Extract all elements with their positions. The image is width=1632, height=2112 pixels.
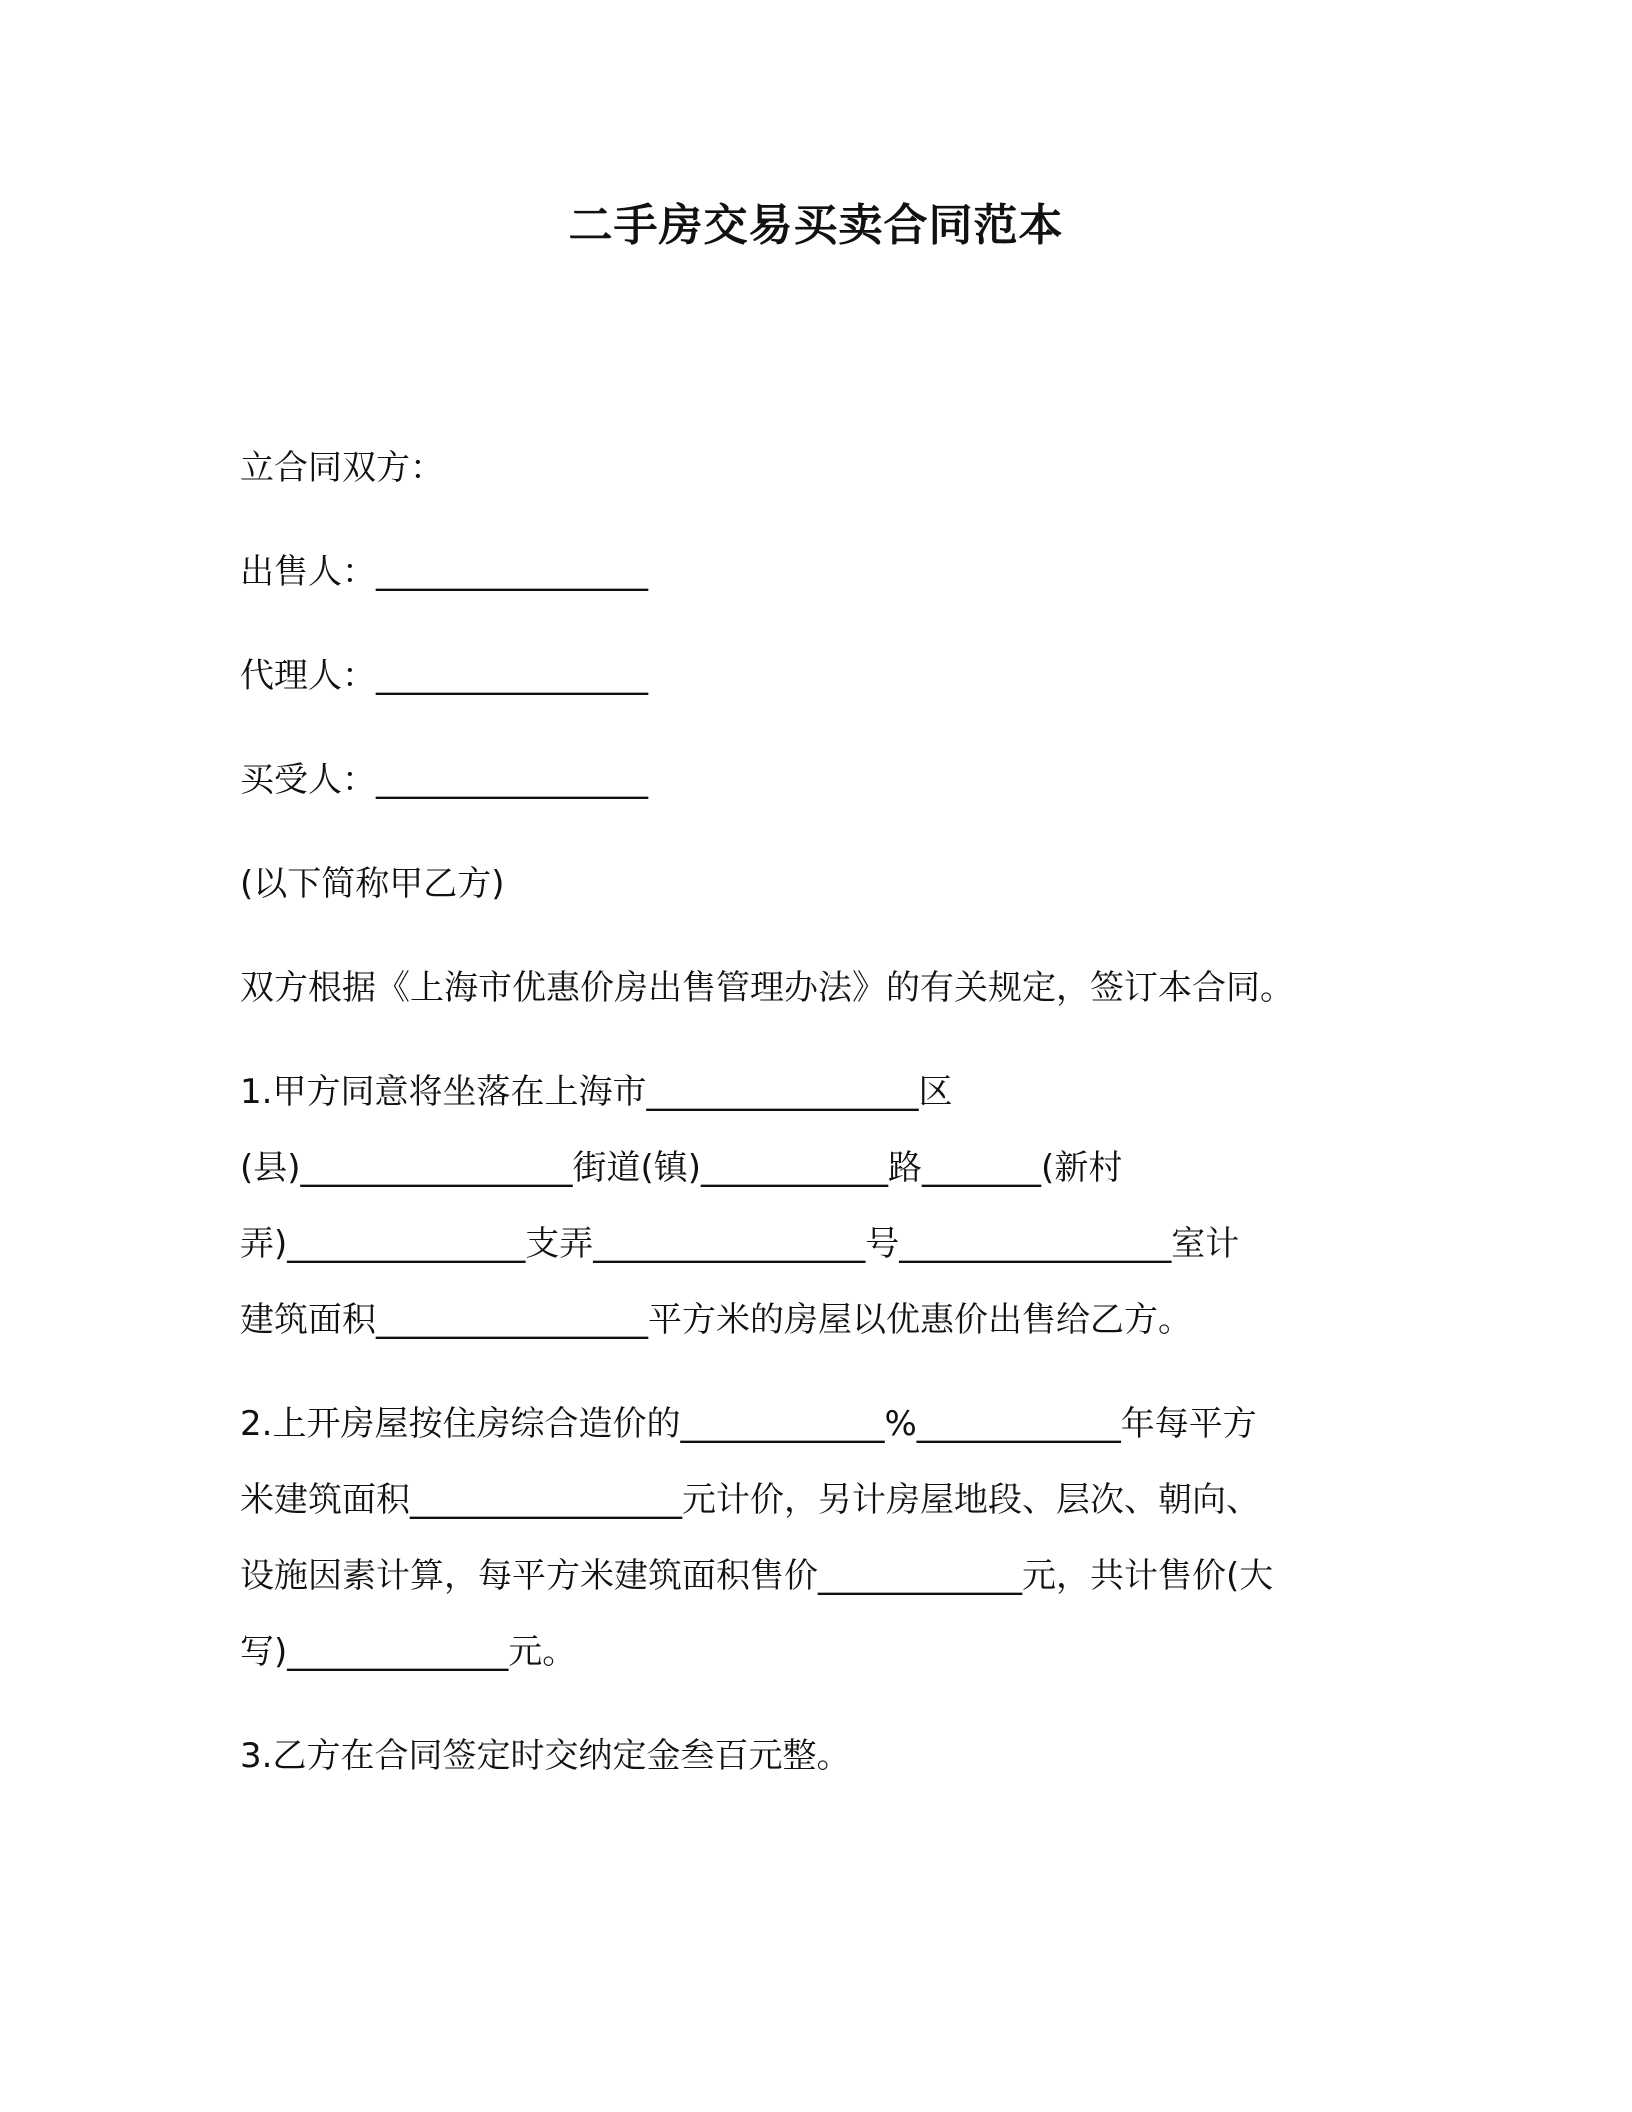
clause1-line: 建筑面积________________平方米的房屋以优惠价出售给乙方。	[240, 1300, 1192, 1340]
seller-line: 出售人：________________	[240, 552, 648, 592]
clause1-line: (县)________________街道(镇)___________路_______(新村	[240, 1148, 1123, 1188]
clause2-line: 米建筑面积________________元计价，另计房屋地段、层次、朝向、	[240, 1480, 1260, 1520]
buyer-line: 买受人：________________	[240, 760, 648, 800]
clause3-text: 3.乙方在合同签定时交纳定金叁百元整。	[240, 1736, 851, 1776]
clause2-line: 设施因素计算，每平方米建筑面积售价____________元，共计售价(大	[240, 1556, 1274, 1596]
abbreviation-note: (以下简称甲乙方)	[240, 864, 505, 904]
parties-heading: 立合同双方：	[240, 448, 444, 488]
preamble-text: 双方根据《上海市优惠价房出售管理办法》的有关规定，签订本合同。	[240, 968, 1294, 1008]
clause1-line: 弄)______________支弄________________号________________室计	[240, 1224, 1240, 1264]
clause2-line: 写)_____________元。	[240, 1632, 577, 1672]
agent-line: 代理人：________________	[240, 656, 648, 696]
clause2-line: 2.上开房屋按住房综合造价的____________%____________年每平方	[240, 1404, 1257, 1444]
clause1-line: 1.甲方同意将坐落在上海市________________区	[240, 1072, 953, 1112]
document-title: 二手房交易买卖合同范本	[568, 200, 1064, 251]
